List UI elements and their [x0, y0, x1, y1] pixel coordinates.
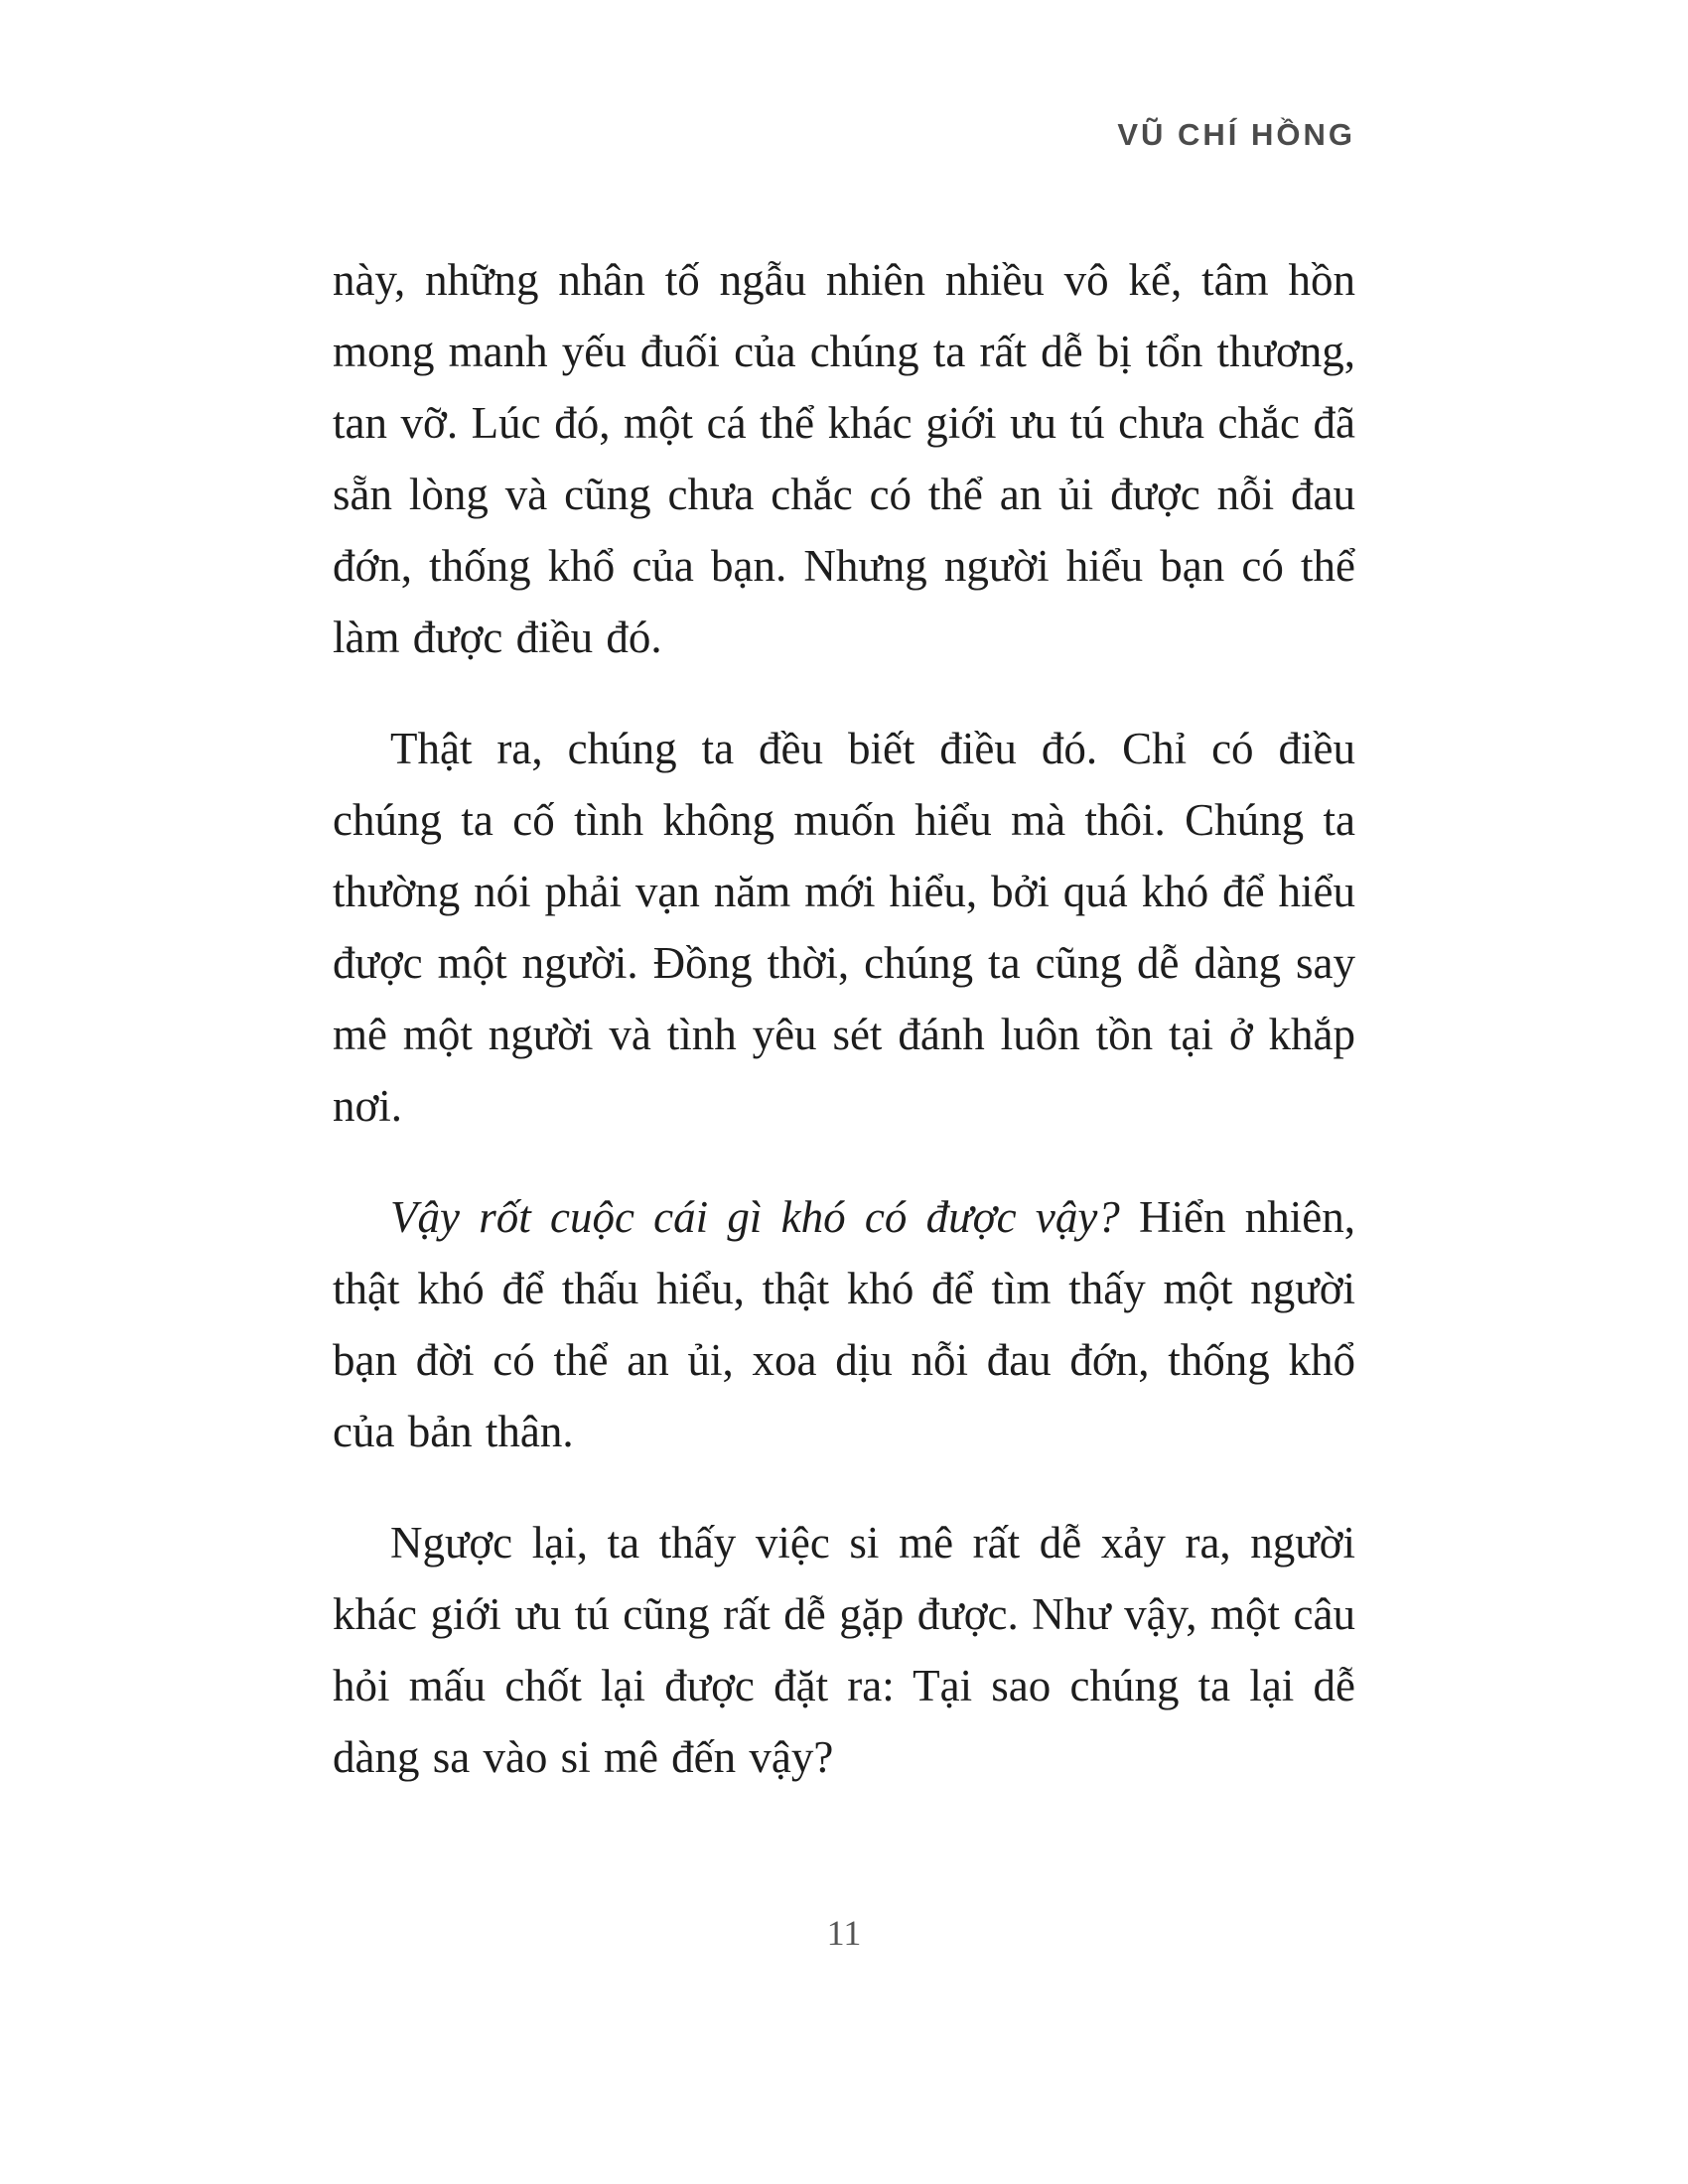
paragraph-text: Hiển nhiên, thật khó để thấu hiểu, thật khó để tìm thấy một người bạn đời có thể an ủi, xoa dịu nỗi đau đớn, thống khổ của bản thân.	[333, 1192, 1356, 1456]
paragraph	[333, 1507, 1355, 1793]
paragraph-text: này, những nhân tố ngẫu nhiên nhiều vô kể, tâm hồn mong manh yếu đuối của chúng ta rất dễ bị tổn thương, tan vỡ. Lúc đó, một cá thể khác giới ưu tú chưa chắc đã sẵn lòng và cũng chưa chắc có thể an ủi được nỗi đau đớn, thống khổ của bạn. Nhưng người hiểu bạn có thể làm được điều đó.	[333, 255, 1355, 662]
running-header	[333, 0, 1355, 153]
paragraph	[333, 1181, 1355, 1467]
paragraph	[333, 713, 1355, 1142]
page-footer	[0, 1912, 1688, 1954]
content-column	[333, 0, 1355, 1793]
page-body	[333, 244, 1355, 1793]
paragraph-lead-italic: Vậy rốt cuộc cái gì khó có được vậy?	[390, 1192, 1120, 1242]
running-header-text: VŨ CHÍ HỒNG	[1117, 117, 1355, 152]
paragraph-text: Ngược lại, ta thấy việc si mê rất dễ xảy ra, người khác giới ưu tú cũng rất dễ gặp được. Như vậy, một câu hỏi mấu chốt lại được đặt ra: Tại sao chúng ta lại dễ dàng sa vào si mê đến vậy?	[333, 1518, 1355, 1782]
paragraph	[333, 244, 1355, 673]
paragraph-text: Thật ra, chúng ta đều biết điều đó. Chỉ có điều chúng ta cố tình không muốn hiểu mà thôi. Chúng ta thường nói phải vạn năm mới hiểu, bởi quá khó để hiểu được một người. Đồng thời, chúng ta cũng dễ dàng say mê một người và tình yêu sét đánh luôn tồn tại ở khắp nơi.	[333, 724, 1355, 1131]
page-number: 11	[826, 1913, 862, 1953]
